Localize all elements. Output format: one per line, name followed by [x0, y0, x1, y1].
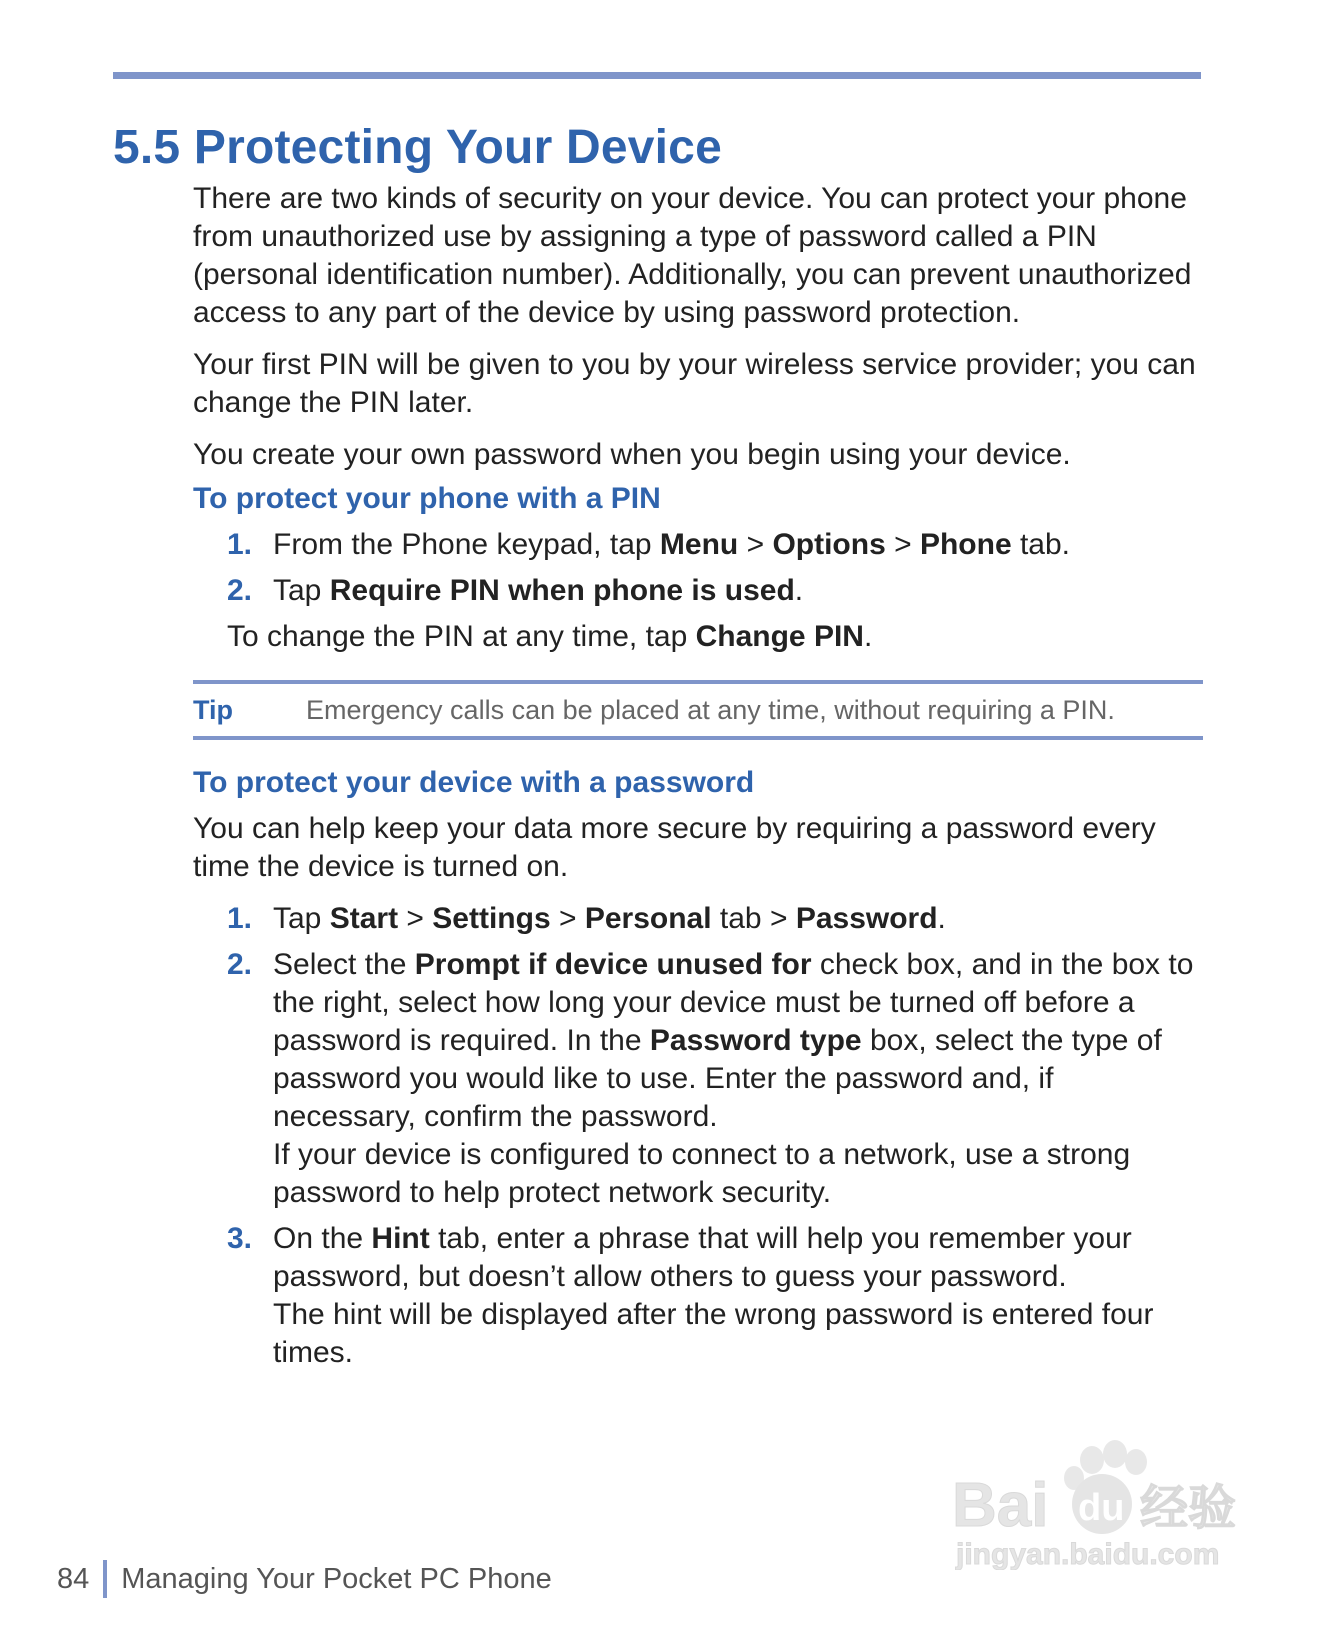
- change-pin-note: To change the PIN at any time, tap Change PIN.: [227, 620, 873, 653]
- pin-steps: [193, 526, 1203, 610]
- intro-paragraph-1: There are two kinds of security on your device. You can protect your phone from unauthorized use by assigning a type of password called a PIN (personal identification number). Additionally, you can prevent unauthorized access to any part of the device by using password protection.: [193, 182, 1192, 329]
- watermark-brand: Bai: [952, 1471, 1049, 1540]
- step-number: 3.: [227, 1222, 253, 1255]
- page-number: 84: [57, 1562, 90, 1595]
- password-step-1: 1. Tap Start > Settings > Personal tab > Password.: [193, 900, 1203, 938]
- personal-label: Personal: [584, 902, 712, 935]
- menu-label: Menu: [659, 528, 739, 561]
- settings-label: Settings: [432, 902, 551, 935]
- hint-label: Hint: [371, 1222, 430, 1255]
- tip-label: Tip: [193, 695, 233, 725]
- page-footer: [57, 1560, 552, 1598]
- top-rule: [113, 72, 1201, 79]
- password-label: Password: [795, 902, 938, 935]
- options-label: Options: [772, 528, 886, 561]
- require-pin-label: Require PIN when phone is used: [329, 574, 795, 607]
- watermark-brand-2: du: [1078, 1487, 1125, 1529]
- pin-step-1: 1. From the Phone keypad, tap Menu > Options > Phone tab.: [193, 526, 1203, 564]
- password-step-3: 3. On the Hint tab, enter a phrase that will help you remember your password, but doesn’t allow others to guess your password. The hint will be displayed after the wrong password is entered four times.: [193, 1220, 1203, 1372]
- step-number: 1.: [227, 902, 253, 935]
- password-steps: [193, 900, 1203, 1372]
- password-step-2: 2. Select the Prompt if device unused for check box, and in the box to the right, select how long your device must be turned off before a password is required. In the Password type box, select the type of password you would like to use. Enter the password and, if necessary, confirm the password. If your device is configured to connect to a network, use a strong password to help protect network security.: [193, 946, 1203, 1212]
- footer-divider: [103, 1560, 107, 1598]
- baidu-paw-icon: [950, 1440, 1270, 1570]
- chapter-title: Managing Your Pocket PC Phone: [121, 1562, 552, 1595]
- watermark-cn: 经验: [1140, 1480, 1237, 1536]
- intro-paragraph-2: Your first PIN will be given to you by your wireless service provider; you can change the PIN later.: [193, 348, 1196, 419]
- section-title: 5.5 Protecting Your Device: [113, 121, 722, 174]
- password-intro: You can help keep your data more secure by requiring a password every time the device is turned on.: [193, 812, 1156, 883]
- phone-label: Phone: [919, 528, 1012, 561]
- network-note: If your device is configured to connect to a network, use a strong password to help protect network security.: [273, 1138, 1131, 1209]
- watermark-url: jingyan.baidu.com: [956, 1538, 1220, 1570]
- change-pin-label: Change PIN: [695, 620, 864, 653]
- baidu-watermark: [950, 1440, 1270, 1570]
- tip-box: [193, 680, 1203, 740]
- pin-step-2: 2. Tap Require PIN when phone is used.: [193, 572, 1203, 610]
- step-number: 2.: [227, 948, 253, 981]
- prompt-label: Prompt if device unused for: [414, 948, 812, 981]
- content: [193, 180, 1203, 1380]
- password-heading: To protect your device with a password: [193, 766, 755, 799]
- intro-paragraph-3: You create your own password when you begin using your device.: [193, 438, 1071, 471]
- start-label: Start: [329, 902, 399, 935]
- step-number: 1.: [227, 528, 253, 561]
- hint-note: The hint will be displayed after the wrong password is entered four times.: [273, 1298, 1154, 1369]
- password-type-label: Password type: [649, 1024, 862, 1057]
- tip-text: Emergency calls can be placed at any time, without requiring a PIN.: [306, 695, 1115, 725]
- pin-heading: To protect your phone with a PIN: [193, 482, 661, 515]
- step-number: 2.: [227, 574, 253, 607]
